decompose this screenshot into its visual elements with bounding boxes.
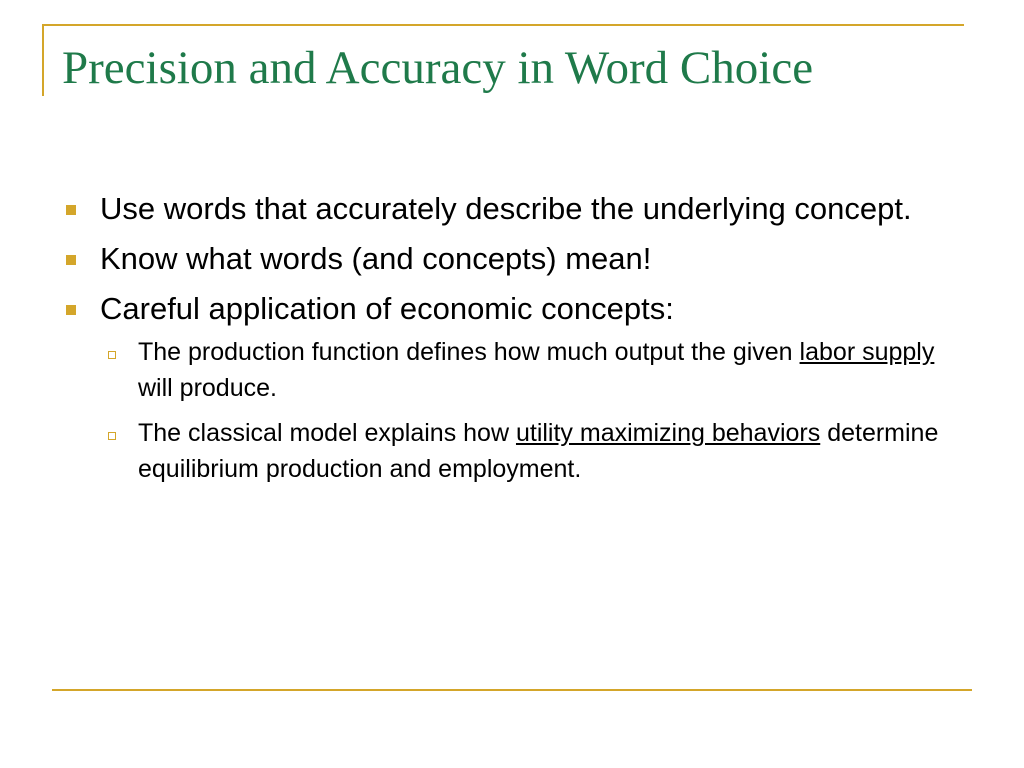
sub-bullet-text-end: will produce. xyxy=(138,374,277,402)
sub-bullet-list xyxy=(100,334,972,487)
square-bullet-icon xyxy=(66,255,76,265)
square-bullet-icon xyxy=(66,305,76,315)
underlined-term: utility maximizing behaviors xyxy=(515,419,821,447)
left-border-line xyxy=(42,24,44,96)
bullet-item xyxy=(62,290,972,487)
square-bullet-icon xyxy=(66,205,76,215)
bottom-border-line xyxy=(52,689,972,691)
hollow-square-bullet-icon xyxy=(108,351,116,359)
sub-bullet-item xyxy=(100,415,972,487)
hollow-square-bullet-icon xyxy=(108,432,116,440)
bullet-list xyxy=(62,190,972,487)
top-border-line xyxy=(42,24,964,26)
bullet-item xyxy=(62,240,972,278)
underlined-term: labor supply xyxy=(799,338,935,366)
bullet-text: Know what words (and concepts) mean! xyxy=(100,241,652,276)
sub-bullet-item xyxy=(100,334,972,406)
slide-content xyxy=(62,190,972,499)
sub-bullet-text-end: determine equilibrium production and employment. xyxy=(138,419,939,483)
bullet-text: Use words that accurately describe the underlying concept. xyxy=(100,191,912,226)
sub-bullet-text-start: The classical model explains how xyxy=(138,419,516,447)
sub-bullet-text-start: The production function defines how much output the given xyxy=(138,338,800,366)
bullet-text: Careful application of economic concepts: xyxy=(100,291,674,326)
slide-title: Precision and Accuracy in Word Choice xyxy=(62,42,814,94)
bullet-item xyxy=(62,190,972,228)
